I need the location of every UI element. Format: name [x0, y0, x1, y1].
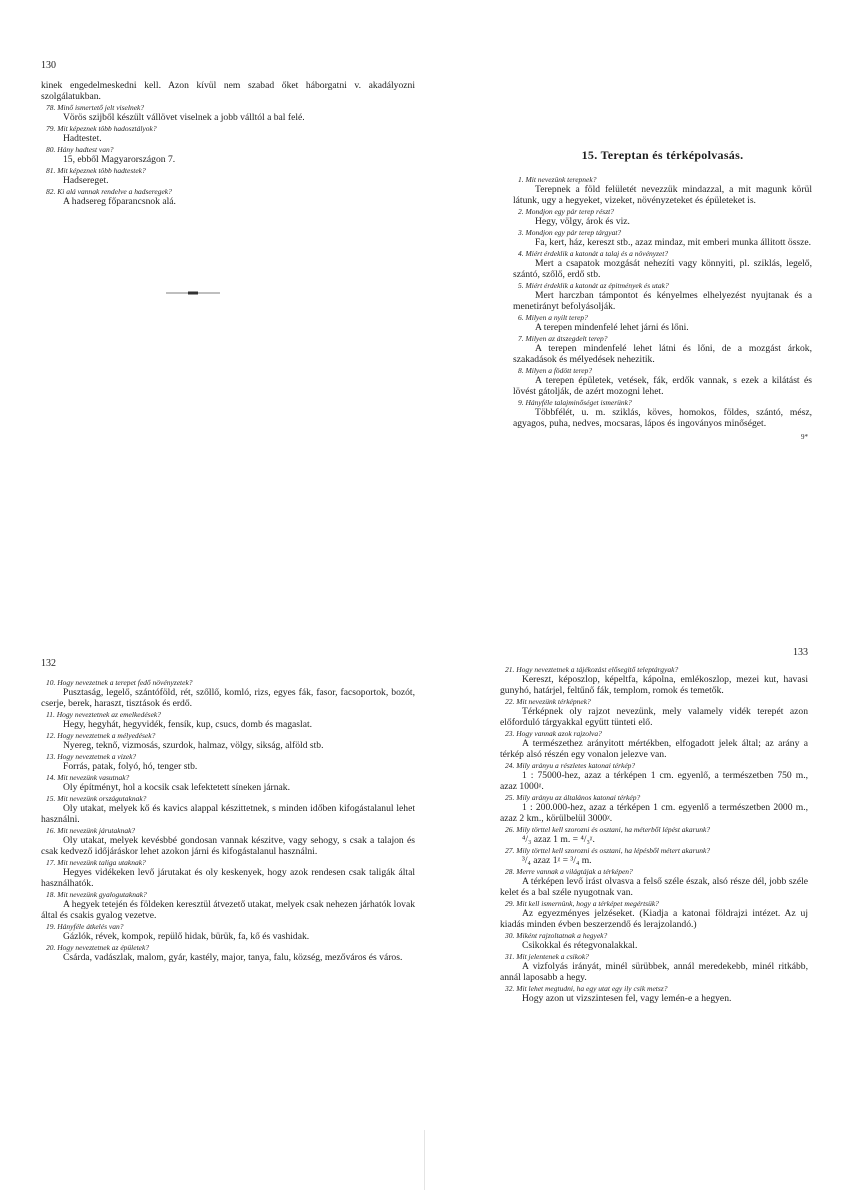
question: 20. Hogy neveztetnek az épületek?	[46, 943, 150, 952]
answer: A terepen mindenfelé lehet látni és lőni, de a mozgást árkok, szakadások és mélyedések nehezitik.	[513, 343, 812, 365]
qa-entry	[500, 825, 808, 845]
question: 25. Mily arányu az általános katonai térkép?	[505, 793, 641, 802]
qa-entry	[513, 334, 812, 365]
answer: A hegyek tetején és földeken keresztül átvezető utakat, melyek csak nehezen járhatók lovak által és csakis gyalog vezetve.	[41, 899, 415, 921]
qa-entry	[500, 665, 808, 696]
page-number: 132	[41, 658, 56, 669]
question: 17. Mit nevezünk taliga utaknak?	[46, 858, 146, 867]
answer: ³/₄ azaz 1ᵡ = ³/₄ m.	[522, 855, 592, 866]
question: 31. Mit jelentenek a csikok?	[505, 952, 589, 961]
answer: A térképen levő irást olvasva a felső széle észak, alsó része dél, jobb széle kelet és a bal széle nyugotnak van.	[500, 876, 808, 898]
qa-entry	[513, 281, 812, 312]
question: 9. Hányféle talajminőséget ismerünk?	[518, 398, 632, 407]
answer: Hegy, völgy, árok és viz.	[535, 216, 630, 227]
question: 79. Mit képeznek több hadosztályok?	[46, 124, 157, 133]
question: 7. Milyen az átszegdelt terep?	[518, 334, 608, 343]
answer: Forrás, patak, folyó, hó, tenger stb.	[63, 761, 198, 772]
page-133	[500, 647, 808, 1004]
question: 78. Minő ismertető jelt viselnek?	[46, 103, 145, 112]
qa-entry	[513, 313, 812, 333]
question: 28. Merre vannak a világtájak a térképen?	[505, 867, 633, 876]
qa-entry	[513, 228, 812, 248]
page-number: 130	[41, 60, 56, 71]
qa-entry	[41, 890, 415, 921]
answer: Kereszt, képoszlop, képeltfa, kápolna, emlékoszlop, mezei kut, havasi gunyhó, határjel, feltűnő fák, templom, romok és temetők.	[500, 674, 808, 696]
qa-entry	[513, 207, 812, 227]
page-number: 133	[793, 647, 808, 658]
answer: ⁴/₃ azaz 1 m. = ⁴/₃ᵡ.	[522, 834, 595, 845]
qa-entry	[41, 710, 415, 730]
answer: Hegy, hegyhát, hegyvidék, fensík, kup, csucs, domb és magaslat.	[63, 719, 313, 730]
question: 29. Mit kell ismernünk, hogy a térképet megértsük?	[505, 899, 659, 908]
answer: A terepen épületek, vetések, fák, erdők vannak, s ezek a kilátást és lövést gátolják, de azért mozogni lehet.	[513, 375, 812, 397]
answer: Oly utakat, melyek kő és kavics alappal készittetnek, s minden időben kifogástalanul lehet használni.	[41, 803, 415, 825]
question: 19. Hányféle átkelés van?	[46, 922, 124, 931]
qa-entry	[513, 398, 812, 429]
question: 11. Hogy neveztetnek az emelkedések?	[46, 710, 162, 719]
qa-entry	[41, 773, 415, 793]
qa-entry	[500, 697, 808, 728]
qa-entry	[41, 187, 415, 207]
question: 8. Milyen a födött terep?	[518, 366, 593, 375]
question: 5. Miért érdeklik a katonát az épitmények és utak?	[518, 281, 669, 290]
answer: A természethez arányitott mértékben, elfogadott jelek által; az arány a térkép alsó részén egy vonalon jelezve van.	[500, 738, 808, 760]
question: 30. Miként rajzoltatnak a hegyek?	[505, 931, 608, 940]
answer: Oly építményt, hol a kocsik csak lefektetett síneken járnak.	[63, 782, 290, 793]
answer: 1 : 75000-hez, azaz a térképen 1 cm. egyenlő, a természetben 750 m., azaz 1000ᵡ.	[500, 770, 808, 792]
qa-entry	[500, 984, 808, 1004]
qa-entry	[500, 729, 808, 760]
answer: Hogy azon ut vizszintesen fel, vagy lemén-e a hegyen.	[522, 993, 732, 1004]
answer: Mert a csapatok mozgását nehezíti vagy könnyiti, pl. sziklás, legelő, szántó, szőlő, erdő stb.	[513, 258, 812, 280]
question: 32. Mit lehet megtudni, ha egy utat egy ily csik metsz?	[505, 984, 668, 993]
question: 15. Mit nevezünk országutaknak?	[46, 794, 147, 803]
answer: Mert harczban támpontot és kényelmes elhelyezést nyujtanak és a menetirányt befolyásolják.	[513, 290, 812, 312]
intro-text: kinek engedelmeskedni kell. Azon kívül nem szabad őket háborgatni v. akadályozni szolgálatukban.	[41, 80, 415, 102]
answer: 1 : 200.000-hez, azaz a térképen 1 cm. egyenlő a természetben 2000 m., azaz 2 km., körülbelül 3000ᵡ.	[500, 802, 808, 824]
answer: Csikokkal és rétegvonalakkal.	[522, 940, 638, 951]
qa-entry	[500, 899, 808, 930]
question: 80. Hány hadtest van?	[46, 145, 114, 154]
qa-entry	[41, 731, 415, 751]
qa-entry	[41, 794, 415, 825]
answer: Nyereg, teknő, vizmosás, szurdok, halmaz, völgy, sikság, alföld stb.	[63, 740, 324, 751]
answer: 15, ebből Magyarországon 7.	[63, 154, 176, 165]
signature-mark: 9*	[801, 433, 808, 441]
answer: Hadtestet.	[63, 133, 102, 144]
qa-entry	[41, 943, 415, 963]
question: 27. Mily törttel kell szorozni és osztani, ha lépésből métert akarunk?	[505, 846, 711, 855]
answer: Hadsereget.	[63, 175, 109, 186]
section-title: 15. Tereptan és térképolvasás.	[581, 148, 744, 162]
answer: Hegyes vidékeken levő járutakat és oly keskenyek, hogy azok rendesen csak taligák által használhatók.	[41, 867, 415, 889]
qa-entry	[41, 103, 415, 123]
qa-entry	[513, 249, 812, 280]
page-132	[41, 658, 415, 963]
qa-entry	[41, 678, 415, 709]
qa-entry	[41, 922, 415, 942]
answer: Többfélét, u. m. sziklás, köves, homokos, földes, szántó, mész, agyagos, puha, nedves, mocsaras, lápos és ingoványos minőséget.	[513, 407, 812, 429]
answer: Csárda, vadászlak, malom, gyár, kastély, major, tanya, falu, község, mezőváros és város.	[63, 952, 403, 963]
section-end-ornament	[166, 290, 220, 296]
qa-entry	[41, 826, 415, 857]
question: 26. Mily törttel kell szorozni és osztani, ha méterből lépést akarunk?	[505, 825, 711, 834]
question: 16. Mit nevezünk járutaknak?	[46, 826, 136, 835]
qa-entry	[500, 846, 808, 866]
question: 13. Hogy neveztetnek a vizek?	[46, 752, 137, 761]
qa-entry	[41, 124, 415, 144]
question: 18. Mit nevezünk gyalogutaknak?	[46, 890, 147, 899]
question: 2. Mondjon egy pár terep részt?	[518, 207, 614, 216]
qa-entry	[500, 761, 808, 792]
qa-entry	[500, 952, 808, 983]
answer: A hadsereg főparancsnok alá.	[63, 196, 176, 207]
scan-mark	[424, 1130, 425, 1190]
answer: Pusztaság, legelő, szántóföld, rét, szőllő, komló, rizs, egyes fák, fasor, facsoportok, bozót, cserje, berek, haraszt, tisztások és erdő.	[41, 687, 415, 709]
question: 1. Mit nevezünk terepnek?	[518, 175, 597, 184]
question: 10. Hogy nevezetnek a terepet fedő növényzetek?	[46, 678, 193, 687]
qa-entry	[41, 145, 415, 165]
page-131	[513, 148, 812, 441]
answer: Gázlók, révek, kompok, repülő hidak, bürük, fa, kő és vashidak.	[63, 931, 310, 942]
question: 24. Mily arányu a részletes katonai térkép?	[505, 761, 636, 770]
answer: Terepnek a föld felületét nevezzük mindazzal, a mit magunk körül látunk, ugy a hegyeket, vizeket, növényzeteket és épületeket is.	[513, 184, 812, 206]
qa-entry	[513, 366, 812, 397]
question: 12. Hogy neveztetnek a mélyedések?	[46, 731, 156, 740]
question: 6. Milyen a nyilt terep?	[518, 313, 588, 322]
qa-entry	[41, 858, 415, 889]
question: 4. Miért érdeklik a katonát a talaj és a növényzet?	[518, 249, 669, 258]
qa-entry	[41, 752, 415, 772]
answer: Oly utakat, melyek kevésbbé gondosan vannak készitve, vagy sehogy, s csak a talajon és csak kedvező időjáráskor lehet azokon járni és kifogástalanul használni.	[41, 835, 415, 857]
question: 22. Mit nevezünk térképnek?	[505, 697, 591, 706]
answer: Vörös szijből készült vállövet viselnek a jobb válltól a bal felé.	[63, 112, 305, 123]
question: 3. Mondjon egy pár terep tárgyat?	[518, 228, 622, 237]
qa-entry	[500, 867, 808, 898]
answer: Térképnek oly rajzot nevezünk, mely valamely vidék terepét azon előforduló tárgyakkal együtt tünteti elő.	[500, 706, 808, 728]
question: 21. Hogy neveztetnek a tájékozást elősegitő teleptárgyak?	[505, 665, 679, 674]
answer: A vizfolyás irányát, minél sürübbek, annál meredekebb, minél ritkább, annál laposabb a hegy.	[500, 961, 808, 983]
question: 14. Mit nevezünk vasutnak?	[46, 773, 130, 782]
qa-entry	[500, 931, 808, 951]
answer: Fa, kert, ház, kereszt stb., azaz mindaz, mit emberi munka állitott össze.	[535, 237, 811, 248]
question: 81. Mit képeznek több hadtestek?	[46, 166, 146, 175]
answer: Az egyezményes jelzéseket. (Kiadja a katonai földrajzi intézet. Az uj kiadás minden évben beszerzendő és lerajzolandó.)	[500, 908, 808, 930]
question: 23. Hogy vannak azok rajzolva?	[505, 729, 602, 738]
answer: A terepen mindenfelé lehet járni és lőni.	[535, 322, 689, 333]
page-130	[41, 60, 415, 207]
qa-entry	[500, 793, 808, 824]
qa-entry	[41, 166, 415, 186]
qa-entry	[513, 175, 812, 206]
question: 82. Ki alá vannak rendelve a hadseregek?	[46, 187, 172, 196]
